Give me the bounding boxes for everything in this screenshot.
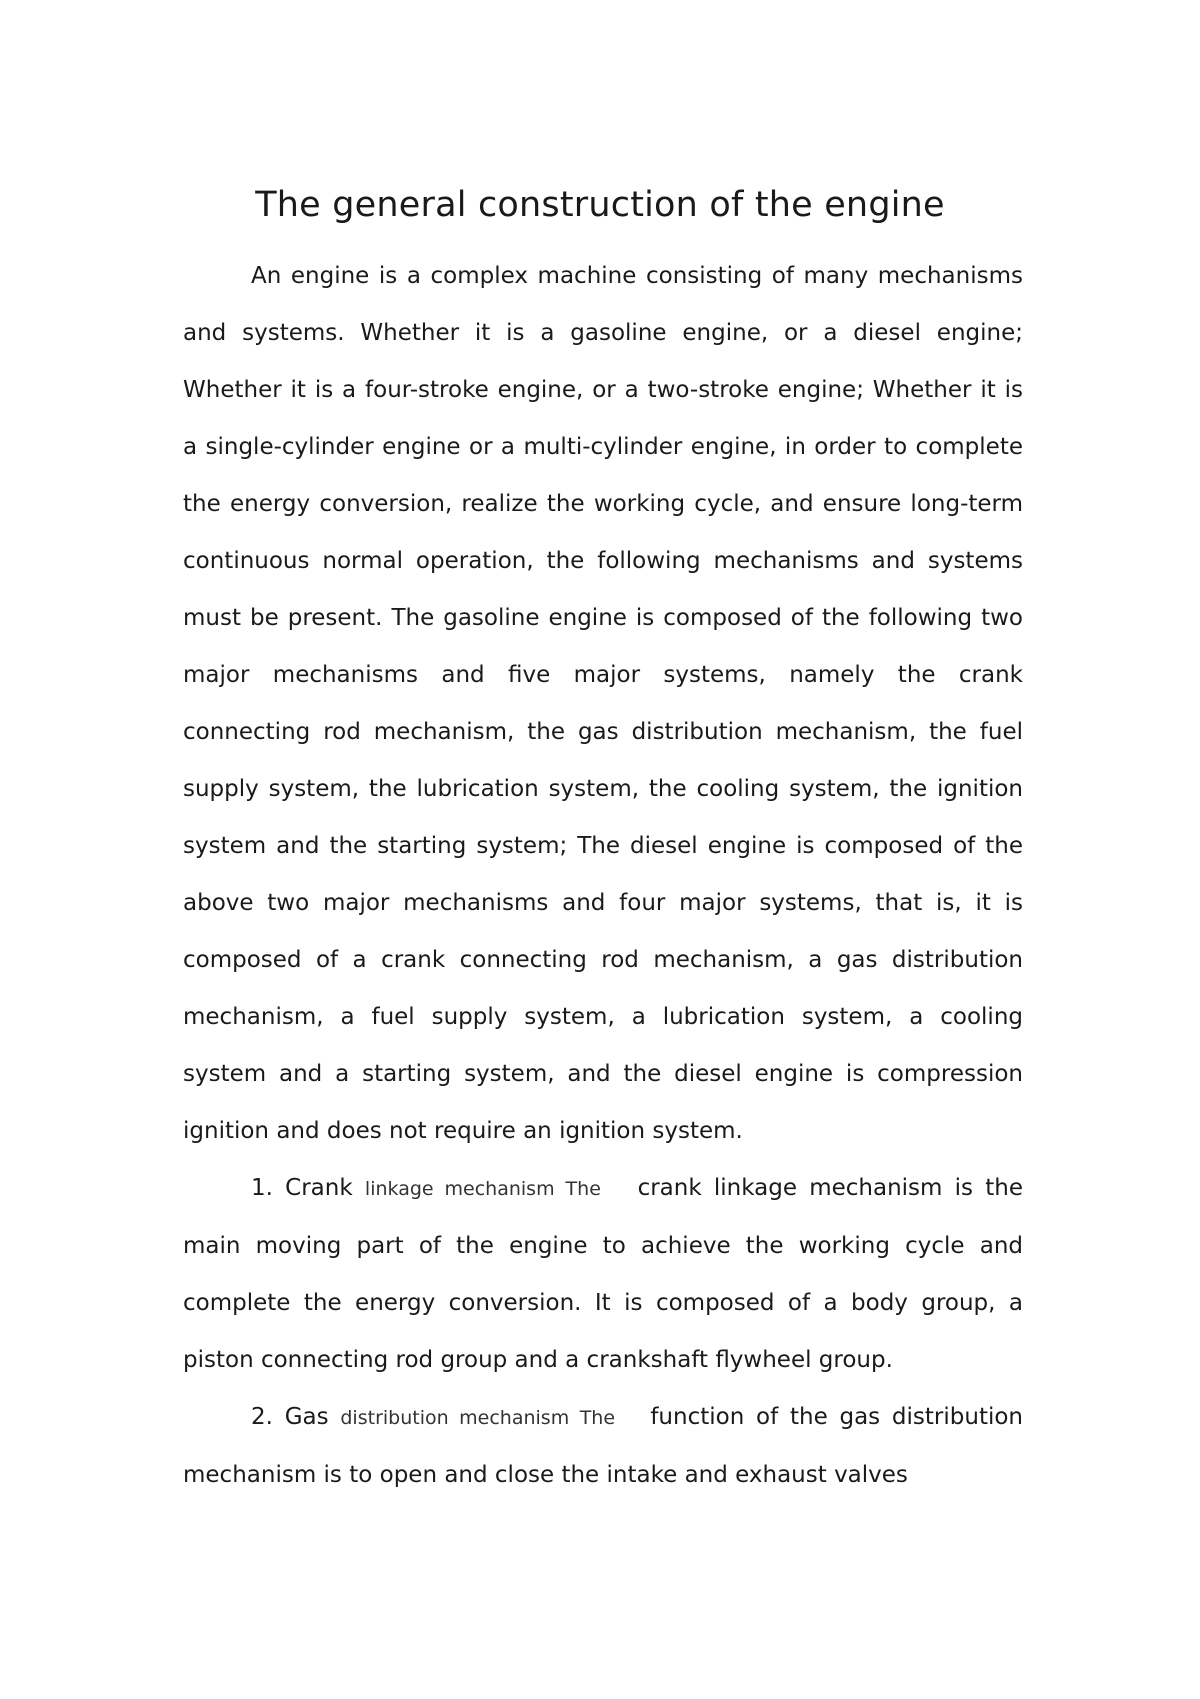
section-lead: 1. Crank [251,1175,353,1201]
section-text: crank linkage mechanism is the main moving part of the engine to achieve the working cycle and complete the energy conversion. It is composed of a body group, a piston connecting rod group and a crankshaft flywheel group. [183,1175,1024,1373]
section-crank-linkage [183,1160,1023,1389]
document-body [183,248,1023,1504]
section-gas-distribution [183,1389,1023,1504]
section-lead: 2. Gas [251,1404,329,1430]
document-title: The general construction of the engine [255,185,945,225]
intro-paragraph: An engine is a complex machine consisting of many mechanisms and systems. Whether it is a gasoline engine, or a diesel engine; Whether it is a four-stroke engine, or a two-stroke engine; Whether it is a single-cylinder engine or a multi-cylinder engine, in order to complete the energy conversion, realize the working cycle, and ensure long-term continuous normal operation, the following mechanisms and systems must be present. The gasoline engine is composed of the following two major mechanisms and five major systems, namely the crank connecting rod mechanism, the gas distribution mechanism, the fuel supply system, the lubrication system, the cooling system, the ignition system and the starting system; The diesel engine is composed of the above two major mechanisms and four major systems, that is, it is composed of a crank connecting rod mechanism, a gas distribution mechanism, a fuel supply system, a lubrication system, a cooling system and a starting system, and the diesel engine is compression ignition and does not require an ignition system. [183,263,1023,1144]
section-heading: linkage mechanism The [364,1178,601,1200]
section-heading: distribution mechanism The [340,1407,616,1429]
section-text: function of the gas distribution mechanism is to open and close the intake and exhaust valves [183,1404,1023,1488]
